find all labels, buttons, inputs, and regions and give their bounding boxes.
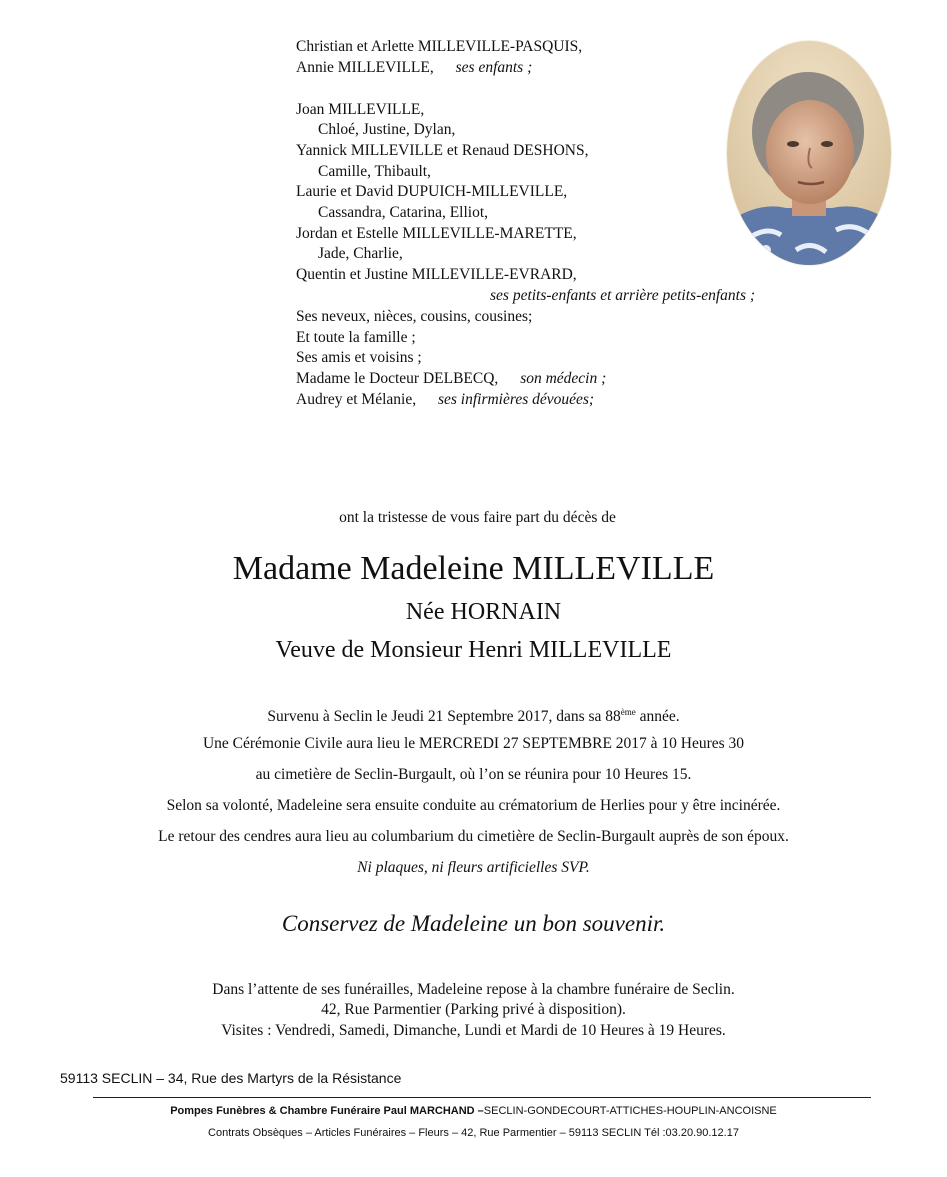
announcement-text: ont la tristesse de vous faire part du décès de bbox=[339, 509, 616, 526]
grandchild-line: Chloé, Justine, Dylan, bbox=[318, 121, 456, 138]
doctor-role: son médecin ; bbox=[520, 370, 607, 387]
grandchild-line: Jordan et Estelle MILLEVILLE-MARETTE, bbox=[296, 225, 577, 242]
grandchild-line: Joan MILLEVILLE, bbox=[296, 101, 425, 118]
footer-company-name: Pompes Funèbres & Chambre Funéraire Paul MARCHAND – bbox=[170, 1105, 484, 1117]
ordinal-suffix: ème bbox=[620, 707, 636, 717]
footer-divider bbox=[93, 1097, 871, 1098]
nurses-name: Audrey et Mélanie, bbox=[296, 391, 417, 408]
ceremony-info: Une Cérémonie Civile aura lieu le MERCREDI 27 SEPTEMBRE 2017 à 10 Heures 30 bbox=[202, 735, 745, 752]
doctor-line bbox=[296, 369, 606, 389]
rest-line-3: Visites : Vendredi, Samedi, Dimanche, Lundi et Mardi de 10 Heures à 19 Heures. bbox=[221, 1022, 726, 1039]
footer-company-towns: SECLIN-GONDECOURT-ATTICHES-HOUPLIN-ANCOISNE bbox=[483, 1105, 777, 1117]
other-relatives-line: Ses amis et voisins ; bbox=[296, 349, 422, 366]
deceased-name: Madame Madeleine MILLEVILLE bbox=[232, 550, 715, 587]
meeting-info: au cimetière de Seclin-Burgault, où l’on se réunira pour 10 Heures 15. bbox=[255, 766, 692, 783]
grandchildren-role: ses petits-enfants et arrière petits-enfants ; bbox=[490, 287, 756, 304]
grandchild-line: Quentin et Justine MILLEVILLE-EVRARD, bbox=[296, 266, 577, 283]
other-relatives-line: Et toute la famille ; bbox=[296, 329, 416, 346]
rest-line-1: Dans l’attente de ses funérailles, Madeleine repose à la chambre funéraire de Seclin. bbox=[212, 981, 735, 998]
grandchild-line: Laurie et David DUPUICH-MILLEVILLE, bbox=[296, 183, 568, 200]
grandchild-line: Yannick MILLEVILLE et Renaud DESHONS, bbox=[296, 142, 589, 159]
portrait-photo bbox=[726, 40, 892, 266]
wish-info: Selon sa volonté, Madeleine sera ensuite conduite au crématorium de Herlies pour y être incinérée. bbox=[166, 797, 781, 814]
maiden-name: Née HORNAIN bbox=[405, 599, 562, 625]
footer-company bbox=[0, 1103, 947, 1119]
rest-line-2: 42, Rue Parmentier (Parking privé à disposition). bbox=[321, 1001, 626, 1018]
memory-phrase: Conservez de Madeleine un bon souvenir. bbox=[281, 911, 666, 936]
grandchild-line: Cassandra, Catarina, Elliot, bbox=[318, 204, 489, 221]
doctor-name: Madame le Docteur DELBECQ, bbox=[296, 370, 499, 387]
children-role: ses enfants ; bbox=[455, 59, 533, 76]
footer-address: 59113 SECLIN – 34, Rue des Martyrs de la Résistance bbox=[60, 1070, 402, 1086]
death-info-text: Survenu à Seclin le Jeudi 21 Septembre 2017, dans sa 88 bbox=[267, 708, 621, 726]
nurses-line bbox=[296, 390, 594, 410]
footer-services: Contrats Obsèques – Articles Funéraires – Fleurs – 42, Rue Parmentier – 59113 SECLIN Tél :03.20.90.12.17 bbox=[208, 1127, 739, 1139]
no-flowers-note: Ni plaques, ni fleurs artificielles SVP. bbox=[357, 859, 590, 876]
death-info bbox=[0, 702, 947, 727]
children-line-1: Christian et Arlette MILLEVILLE-PASQUIS, bbox=[296, 38, 583, 55]
widow-of: Veuve de Monsieur Henri MILLEVILLE bbox=[275, 637, 672, 663]
other-relatives-line: Ses neveux, nièces, cousins, cousines; bbox=[296, 308, 533, 325]
children-name: Annie MILLEVILLE, bbox=[296, 59, 434, 76]
grandchild-line: Jade, Charlie, bbox=[318, 245, 403, 262]
grandchild-line: Camille, Thibault, bbox=[318, 163, 431, 180]
ashes-info: Le retour des cendres aura lieu au columbarium du cimetière de Seclin-Burgault auprès de son époux. bbox=[158, 828, 789, 845]
death-info-end: année. bbox=[635, 708, 680, 726]
children-line-2 bbox=[296, 58, 532, 78]
nurses-role: ses infirmières dévouées; bbox=[437, 391, 595, 408]
